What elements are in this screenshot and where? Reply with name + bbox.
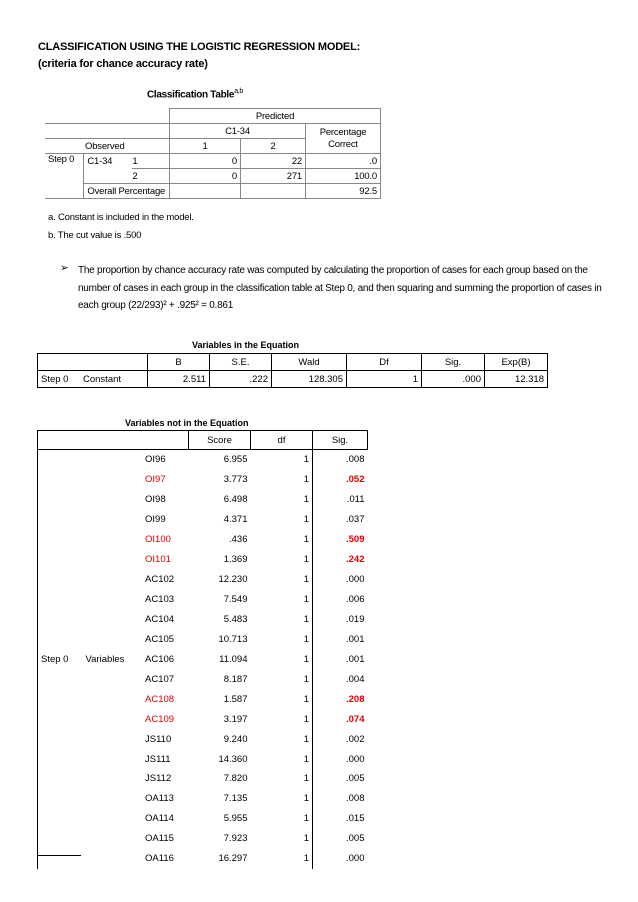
nvtab-variable-name: JS112 xyxy=(145,773,172,785)
ctab-cell: 0 xyxy=(170,169,241,184)
nvtab-empty-cell xyxy=(38,749,83,769)
nvtab-empty-cell xyxy=(38,849,83,869)
ctab-observed-header: Observed xyxy=(45,139,170,154)
nvtab-score: 12.230 xyxy=(218,574,248,586)
vtab-cell: 1 xyxy=(347,371,422,388)
vtab-header: Exp(B) xyxy=(485,354,548,371)
nvtab-score: 8.187 xyxy=(223,673,248,685)
nvtab-sig: .011 xyxy=(346,494,365,506)
table-row xyxy=(38,769,368,789)
chance-accuracy-paragraph: The proportion by chance accuracy rate was computed by calculating the proportion of cases for each group based on the number of cases in each group in the classification table at Step 0, and then squaring and summing the proportion of cases in each group (22/293)² + .925² = 0.861 xyxy=(78,265,602,311)
nvtab-variable-name: AC104 xyxy=(145,613,175,625)
ctab-predicted-header: Predicted xyxy=(170,109,381,124)
table-row xyxy=(38,749,368,769)
nvtab-empty-cell xyxy=(83,729,143,749)
table-row xyxy=(38,789,368,809)
nvtab-score: .436 xyxy=(229,534,248,546)
nvtab-empty-cell xyxy=(83,829,143,849)
nvtab-empty-cell xyxy=(83,550,143,570)
nvtab-empty-cell xyxy=(83,709,143,729)
nvtab-variable-name: AC108 xyxy=(145,693,175,705)
classification-table xyxy=(45,108,381,199)
ctab-var-label: C1-34 xyxy=(84,154,133,169)
nvtab-sig: .008 xyxy=(346,793,365,805)
nvtab-df: 1 xyxy=(251,629,313,649)
table-row xyxy=(38,849,368,869)
nvtab-df: 1 xyxy=(251,649,313,669)
table-bottom-rule xyxy=(37,855,81,856)
nvtab-variable-name: AC102 xyxy=(145,574,175,586)
nvtab-empty-cell xyxy=(83,629,143,649)
vtab-term-label: Constant xyxy=(80,371,148,388)
ctab-obs-2: 2 xyxy=(132,169,169,184)
nvtab-sig: .001 xyxy=(346,653,365,665)
nvtab-empty-cell xyxy=(83,610,143,630)
nvtab-sig: .037 xyxy=(346,514,365,526)
ctab-empty-cell xyxy=(84,169,133,184)
nvtab-empty-cell xyxy=(83,769,143,789)
ctab-overall-label: Overall Percentage xyxy=(84,184,170,199)
vtab-header: Df xyxy=(347,354,422,371)
page-heading: CLASSIFICATION USING THE LOGISTIC REGRESSION MODEL: xyxy=(38,41,361,53)
nvtab-variable-name: AC105 xyxy=(145,633,175,645)
table-row xyxy=(38,450,368,470)
vtab-header: S.E. xyxy=(210,354,272,371)
nvtab-df: 1 xyxy=(251,689,313,709)
nvtab-sig: .019 xyxy=(346,613,365,625)
ctab-pct-header xyxy=(306,124,381,154)
nvtab-score: 3.773 xyxy=(223,474,248,486)
table-row xyxy=(38,669,368,689)
nvtab-df: 1 xyxy=(251,450,313,470)
nvtab-empty-cell xyxy=(38,490,83,510)
vtab-header: Sig. xyxy=(422,354,485,371)
ctab-cell: 0 xyxy=(170,154,241,169)
nvtab-empty-cell xyxy=(83,689,143,709)
vtab-empty-cell xyxy=(38,354,148,371)
ctab-empty-cell xyxy=(45,124,170,139)
variables-not-in-equation-wrapper xyxy=(37,430,368,869)
nvtab-score: 1.369 xyxy=(223,554,248,566)
vtab-header: B xyxy=(148,354,210,371)
nvtab-df: 1 xyxy=(251,470,313,490)
nvtab-sig: .509 xyxy=(346,534,365,546)
nvtab-score: 16.297 xyxy=(218,853,248,865)
nvtab-empty-cell xyxy=(38,829,83,849)
nvtab-variable-name: AC107 xyxy=(145,673,175,685)
nvtab-empty-cell xyxy=(38,789,83,809)
nvtab-sig: .005 xyxy=(346,773,365,785)
nvtab-empty-cell xyxy=(83,490,143,510)
vtab-cell: 12.318 xyxy=(485,371,548,388)
table-row xyxy=(38,570,368,590)
nvtab-sig: .242 xyxy=(346,554,365,566)
nvtab-empty-cell xyxy=(38,530,83,550)
nvtab-variable-name: OI97 xyxy=(145,474,166,486)
table-row xyxy=(38,689,368,709)
nvtab-score: 5.955 xyxy=(223,813,248,825)
vtab-cell: .222 xyxy=(210,371,272,388)
nvtab-df: 1 xyxy=(251,829,313,849)
nvtab-score: 7.549 xyxy=(223,594,248,606)
nvtab-empty-cell xyxy=(38,550,83,570)
nvtab-step-label: Step 0 xyxy=(38,649,83,669)
nvtab-empty-cell xyxy=(38,431,189,450)
nvtab-score: 5.483 xyxy=(223,613,248,625)
ctab-cell: 271 xyxy=(241,169,306,184)
nvtab-variable-name: AC109 xyxy=(145,713,175,725)
nvtab-empty-cell xyxy=(83,570,143,590)
nvtab-variable-name: OI98 xyxy=(145,494,166,506)
nvtab-score: 7.135 xyxy=(223,793,248,805)
nvtab-df: 1 xyxy=(251,769,313,789)
ctab-cell: .0 xyxy=(306,154,381,169)
nvtab-variable-name: JS111 xyxy=(145,753,171,765)
nvtab-df: 1 xyxy=(251,610,313,630)
nvtab-df: 1 xyxy=(251,749,313,769)
nvtab-empty-cell xyxy=(38,610,83,630)
variables-in-equation-table xyxy=(37,353,548,388)
vtab-step-label: Step 0 xyxy=(38,371,81,388)
ctab-empty-cell xyxy=(170,184,241,199)
nvtab-df: 1 xyxy=(251,490,313,510)
nvtab-empty-cell xyxy=(38,809,83,829)
variables-not-in-equation-table xyxy=(37,430,368,869)
nvtab-body xyxy=(38,431,368,869)
nvtab-sig: .015 xyxy=(346,813,365,825)
nvtab-header: Score xyxy=(189,431,251,450)
nvtab-group-label: Variables xyxy=(85,653,125,665)
nvtab-empty-cell xyxy=(38,570,83,590)
vtab-cell: 128.305 xyxy=(272,371,347,388)
nvtab-df: 1 xyxy=(251,510,313,530)
nvtab-empty-cell xyxy=(38,769,83,789)
ctab-cell: 100.0 xyxy=(306,169,381,184)
nvtab-score: 11.094 xyxy=(219,653,248,665)
nvtab-empty-cell xyxy=(38,590,83,610)
classification-table-title xyxy=(147,88,243,100)
nvtab-sig: .001 xyxy=(346,633,365,645)
nvtab-empty-cell xyxy=(83,510,143,530)
table-row xyxy=(38,629,368,649)
ctab-group-header: C1-34 xyxy=(170,124,306,139)
nvtab-score: 6.955 xyxy=(223,454,248,466)
nvtab-empty-cell xyxy=(38,450,83,470)
nvtab-score: 3.197 xyxy=(223,713,248,725)
nvtab-sig: .000 xyxy=(346,574,365,586)
nvtab-empty-cell xyxy=(38,629,83,649)
classification-table-title-text: Classification Table xyxy=(147,89,235,101)
nvtab-empty-cell xyxy=(83,669,143,689)
nvtab-empty-cell xyxy=(38,470,83,490)
nvtab-score: 9.240 xyxy=(223,733,248,745)
table-row xyxy=(38,649,368,669)
footnote-a: a. Constant is included in the model. xyxy=(48,212,194,223)
nvtab-df: 1 xyxy=(251,789,313,809)
nvtab-sig: .208 xyxy=(346,693,365,705)
vtab-cell: 2.511 xyxy=(148,371,210,388)
vtab-header: Wald xyxy=(272,354,347,371)
nvtab-df: 1 xyxy=(251,849,313,869)
nvtab-score: 4.371 xyxy=(223,514,248,526)
ctab-col2-header: 2 xyxy=(241,139,306,154)
bullet-arrow-icon: ➢ xyxy=(60,262,69,274)
nvtab-sig: .008 xyxy=(346,454,365,466)
nvtab-score: 10.713 xyxy=(218,633,248,645)
nvtab-df: 1 xyxy=(251,669,313,689)
nvtab-sig: .074 xyxy=(346,713,365,725)
page-subheading: (criteria for chance accuracy rate) xyxy=(38,58,208,70)
nvtab-sig: .004 xyxy=(346,673,365,685)
nvtab-score: 7.923 xyxy=(223,833,248,845)
nvtab-empty-cell xyxy=(38,709,83,729)
nvtab-variable-name: AC106 xyxy=(145,653,175,665)
nvtab-variable-name: OI99 xyxy=(145,514,166,526)
nvtab-variable-name: JS110 xyxy=(145,733,172,745)
nvtab-sig: .052 xyxy=(346,474,365,486)
ctab-pct-header-line2: Correct xyxy=(328,138,358,150)
nvtab-df: 1 xyxy=(251,550,313,570)
table-row xyxy=(38,729,368,749)
nvtab-empty-cell xyxy=(83,450,143,470)
nvtab-header: Sig. xyxy=(313,431,368,450)
ctab-pct-header-line1: Percentage xyxy=(319,126,367,138)
nvtab-empty-cell xyxy=(83,849,143,869)
nvtab-variable-name: OA114 xyxy=(145,813,174,825)
nvtab-df: 1 xyxy=(251,809,313,829)
table-row xyxy=(38,590,368,610)
table-row xyxy=(38,809,368,829)
nvtab-sig: .005 xyxy=(346,833,365,845)
nvtab-sig: .000 xyxy=(346,753,365,765)
variables-not-in-equation-title: Variables not in the Equation xyxy=(125,418,249,428)
nvtab-df: 1 xyxy=(251,530,313,550)
nvtab-sig: .006 xyxy=(346,594,365,606)
nvtab-header: df xyxy=(251,431,313,450)
nvtab-variable-name: OI100 xyxy=(145,534,171,546)
nvtab-df: 1 xyxy=(251,729,313,749)
nvtab-df: 1 xyxy=(251,709,313,729)
ctab-empty-cell xyxy=(241,184,306,199)
footnote-b: b. The cut value is .500 xyxy=(48,230,142,241)
nvtab-empty-cell xyxy=(38,669,83,689)
nvtab-variable-name: OA116 xyxy=(145,853,174,865)
nvtab-empty-cell xyxy=(83,809,143,829)
ctab-overall-pct: 92.5 xyxy=(306,184,381,199)
nvtab-df: 1 xyxy=(251,590,313,610)
nvtab-empty-cell xyxy=(83,470,143,490)
nvtab-empty-cell xyxy=(83,749,143,769)
nvtab-variable-name: OI101 xyxy=(145,554,171,566)
classification-table-title-sup: a,b xyxy=(234,88,244,95)
nvtab-empty-cell xyxy=(38,510,83,530)
ctab-cell: 22 xyxy=(241,154,306,169)
nvtab-sig: .000 xyxy=(346,853,365,865)
vtab-cell: .000 xyxy=(422,371,485,388)
ctab-empty-cell xyxy=(45,109,170,124)
table-row xyxy=(38,510,368,530)
nvtab-score: 14.360 xyxy=(218,753,248,765)
nvtab-variable-name: OA113 xyxy=(145,793,174,805)
nvtab-empty-cell xyxy=(83,590,143,610)
table-row xyxy=(38,829,368,849)
variables-in-equation-title: Variables in the Equation xyxy=(192,340,300,350)
nvtab-score: 6.498 xyxy=(223,494,248,506)
nvtab-empty-cell xyxy=(38,729,83,749)
nvtab-df: 1 xyxy=(251,570,313,590)
table-row xyxy=(38,610,368,630)
nvtab-score: 7.820 xyxy=(223,773,248,785)
ctab-obs-1: 1 xyxy=(132,154,169,169)
table-row xyxy=(38,470,368,490)
ctab-step-label: Step 0 xyxy=(45,154,84,199)
nvtab-empty-cell xyxy=(83,789,143,809)
nvtab-variable-name: AC103 xyxy=(145,594,175,606)
nvtab-variable-name: OI96 xyxy=(145,454,166,466)
ctab-col1-header: 1 xyxy=(170,139,241,154)
table-row xyxy=(38,530,368,550)
table-row xyxy=(38,709,368,729)
nvtab-variable-name: OA115 xyxy=(145,833,174,845)
table-row xyxy=(38,490,368,510)
nvtab-empty-cell xyxy=(38,689,83,709)
nvtab-score: 1.587 xyxy=(223,693,248,705)
table-row xyxy=(38,550,368,570)
nvtab-sig: .002 xyxy=(346,733,365,745)
nvtab-empty-cell xyxy=(83,530,143,550)
